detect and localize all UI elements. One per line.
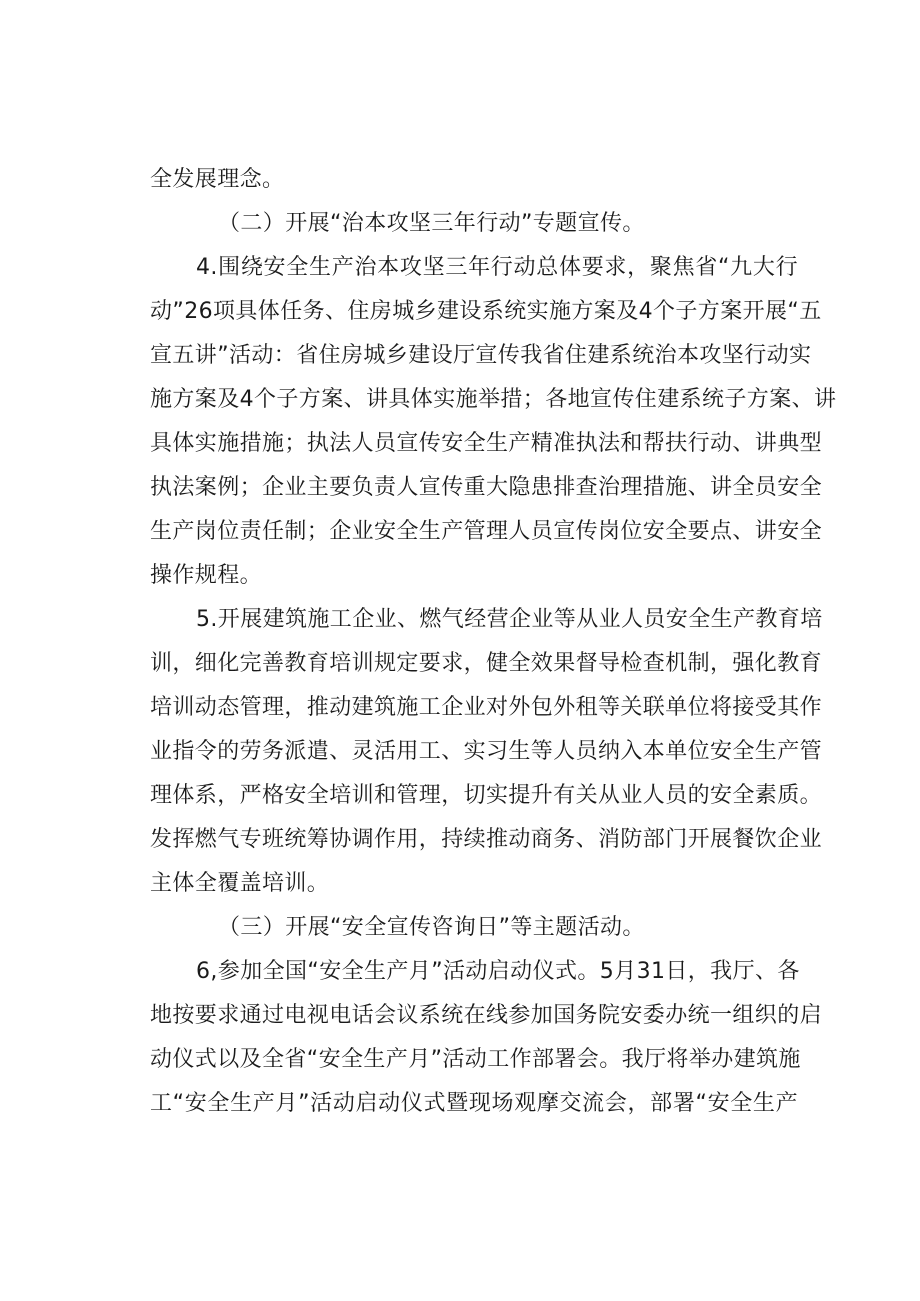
paragraph-line: 地按要求通过电视电话会议系统在线参加国务院安委办统一组织的启 bbox=[150, 1003, 823, 1028]
paragraph-line: 训，细化完善教育培训规定要求，健全效果督导检查机制，强化教育 bbox=[150, 651, 823, 676]
paragraph-line: 全发展理念。 bbox=[150, 167, 285, 192]
paragraph-line: 理体系，严格安全培训和管理，切实提升有关从业人员的安全素质。 bbox=[150, 783, 823, 808]
paragraph-line: 生产岗位责任制；企业安全生产管理人员宣传岗位安全要点、讲安全 bbox=[150, 519, 823, 544]
section-heading: （二）开展“治本攻坚三年行动”专题宣传。 bbox=[218, 211, 645, 236]
paragraph-line: 操作规程。 bbox=[150, 563, 263, 588]
paragraph-line: 5.开展建筑施工企业、燃气经营企业等从业人员安全生产教育培 bbox=[196, 607, 823, 632]
paragraph-line: 4.围绕安全生产治本攻坚三年行动总体要求，聚焦省“九大行 bbox=[196, 255, 798, 280]
paragraph-line: 主体全覆盖培训。 bbox=[150, 871, 330, 896]
paragraph-line: 宣五讲”活动：省住房城乡建设厅宣传我省住建系统治本攻坚行动实 bbox=[150, 343, 812, 368]
section-heading: （三）开展“安全宣传咨询日”等主题活动。 bbox=[218, 915, 645, 940]
paragraph-line: 6,参加全国“安全生产月”活动启动仪式。5月31日，我厅、各 bbox=[196, 959, 800, 984]
paragraph-line: 培训动态管理，推动建筑施工企业对外包外租等关联单位将接受其作 bbox=[150, 695, 823, 720]
paragraph-line: 发挥燃气专班统筹协调作用，持续推动商务、消防部门开展餐饮企业 bbox=[150, 827, 823, 852]
paragraph-line: 动仪式以及全省“安全生产月”活动工作部署会。我厅将举办建筑施 bbox=[150, 1047, 801, 1072]
paragraph-line: 动”26项具体任务、住房城乡建设系统实施方案及4个子方案开展“五 bbox=[150, 299, 822, 324]
paragraph-line: 具体实施措施；执法人员宣传安全生产精准执法和帮扶行动、讲典型 bbox=[150, 431, 823, 456]
paragraph-line: 执法案例；企业主要负责人宣传重大隐患排查治理措施、讲全员安全 bbox=[150, 475, 823, 500]
paragraph-line: 施方案及4个子方案、讲具体实施举措；各地宣传住建系统子方案、讲 bbox=[150, 387, 837, 412]
paragraph-line: 业指令的劳务派遣、灵活用工、实习生等人员纳入本单位安全生产管 bbox=[150, 739, 823, 764]
paragraph-line: 工“安全生产月”活动启动仪式暨现场观摩交流会，部署“安全生产 bbox=[150, 1091, 798, 1116]
